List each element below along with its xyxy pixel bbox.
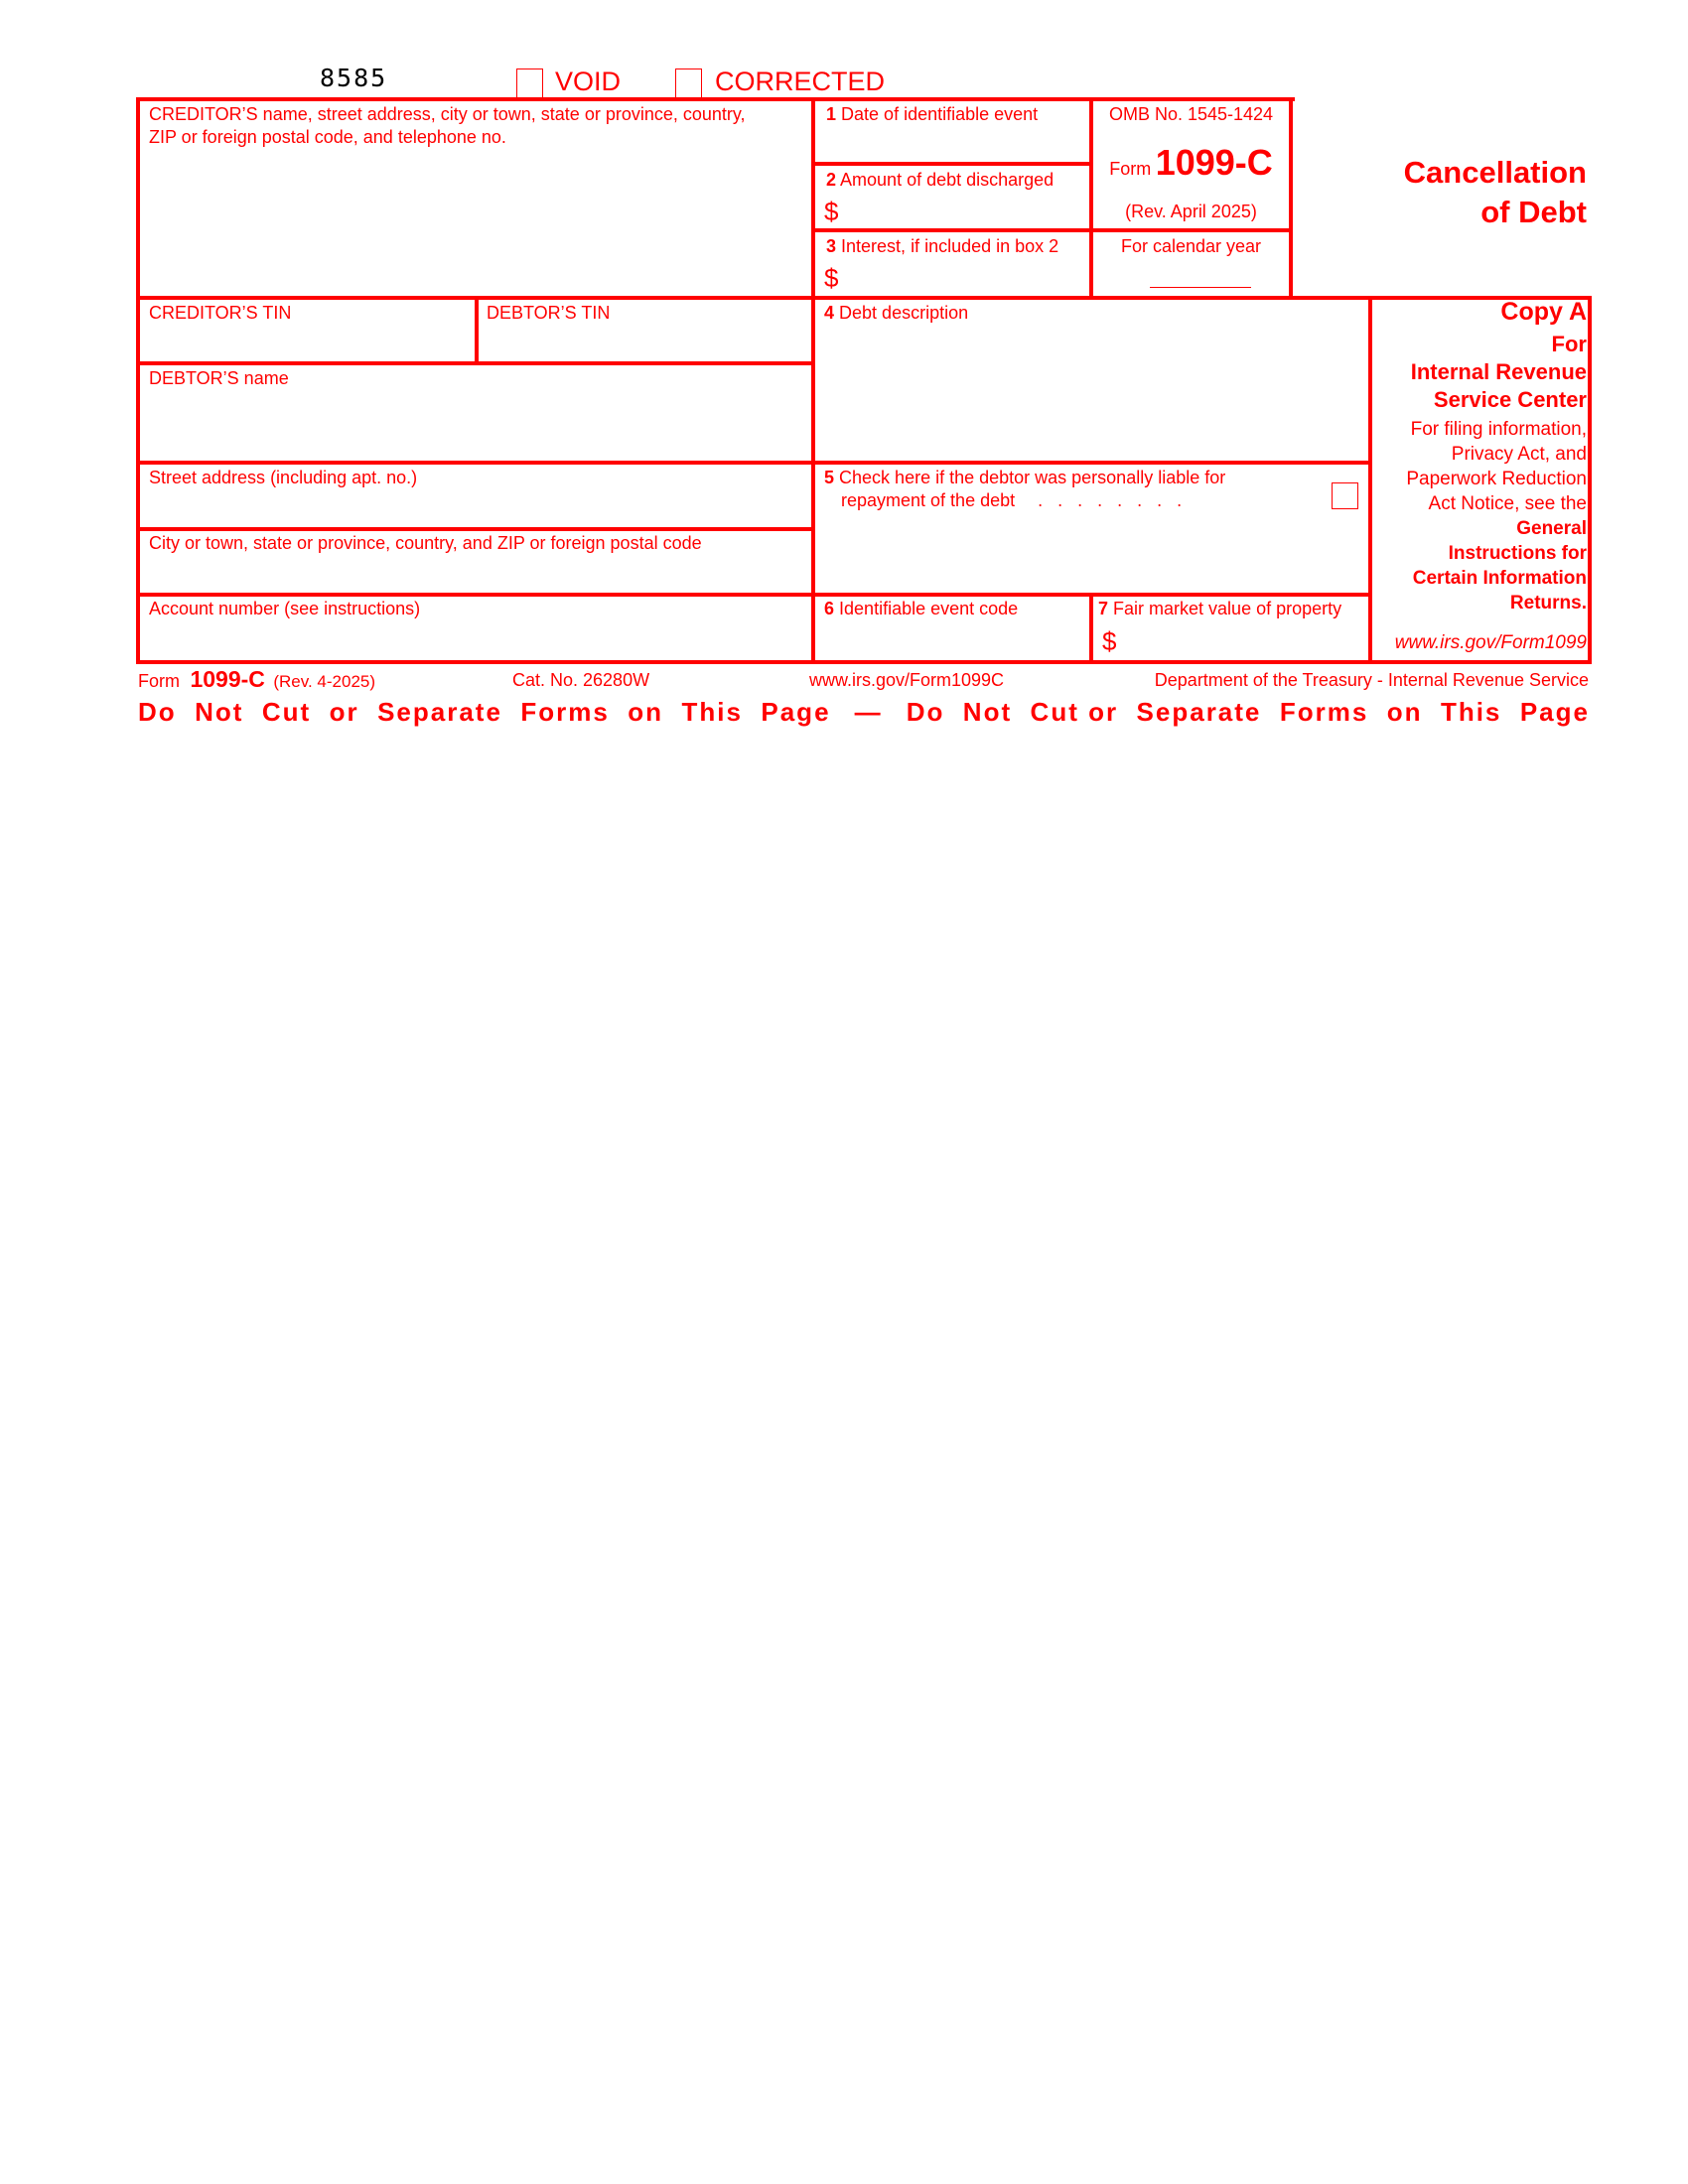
creditor-info-field[interactable] [144, 149, 807, 292]
debtor-name-label: DEBTOR’S name [149, 368, 289, 388]
box1-bottom [811, 162, 1093, 166]
bottom-border [136, 660, 1592, 664]
box5-label-line1: 5 Check here if the debtor was personally liable for [824, 468, 1226, 487]
copy-instructions-line2: Instructions for [1448, 543, 1587, 564]
footer-revision: (Rev. 4-2025) [273, 672, 376, 691]
copy-for: For [1551, 332, 1587, 356]
box2-bottom [811, 228, 1293, 232]
copy-info-line2: Privacy Act, and [1451, 444, 1587, 465]
calendar-year-label: For calendar year [1120, 236, 1262, 256]
box6-label: 6 Identifiable event code [824, 599, 1019, 618]
box7-field[interactable] [1122, 623, 1364, 658]
box5-leader-dots: . . . . . . . . [1038, 490, 1183, 510]
debtor-name-field[interactable] [144, 391, 807, 459]
account-number-field[interactable] [144, 621, 807, 658]
box4-label: 4 Debt description [824, 303, 969, 323]
omb-form-prefix: Form [1109, 159, 1152, 179]
left-border [136, 97, 140, 664]
footer-department: Department of the Treasury - Internal Revenue Service [1154, 670, 1589, 690]
void-checkbox[interactable] [516, 68, 543, 98]
box6-box7-divider [1089, 593, 1093, 664]
copy-panel-url[interactable]: www.irs.gov/Form1099 [1394, 632, 1587, 653]
box2-label: 2 Amount of debt discharged [826, 170, 1055, 190]
omb-number: OMB No. 1545-1424 [1108, 104, 1274, 124]
omb-form-title [1093, 143, 1289, 183]
box5-checkbox[interactable] [1332, 482, 1358, 509]
footer-form-id [138, 666, 375, 696]
copy-info-line4: Act Notice, see the [1428, 493, 1587, 514]
debtor-tin-label: DEBTOR’S TIN [487, 303, 611, 323]
box3-dollar: $ [824, 263, 839, 293]
creditor-tin-field[interactable] [144, 326, 472, 359]
box3-field[interactable] [844, 261, 1085, 294]
copy-destination-line2: Service Center [1433, 387, 1587, 412]
street-bottom [136, 527, 815, 531]
copy-instructions-line3: Certain Information [1412, 568, 1587, 589]
box6-field[interactable] [819, 621, 1085, 658]
box2-dollar: $ [824, 197, 839, 226]
form-code: 8585 [320, 64, 388, 92]
omb-form-number: 1099-C [1155, 142, 1273, 183]
omb-revision: (Rev. April 2025) [1125, 202, 1257, 221]
account-number-label: Account number (see instructions) [149, 599, 421, 618]
copy-info-line1: For filing information, [1410, 419, 1587, 440]
copy-panel [1374, 296, 1587, 615]
street-address-field[interactable] [144, 490, 807, 525]
warning-right: Do Not Cut or Separate Forms on This Page [906, 697, 1590, 727]
debtor-name-bottom [136, 461, 1372, 465]
calendar-year-field[interactable] [1150, 266, 1251, 288]
box7-dollar: $ [1102, 626, 1117, 656]
creditor-info-label: CREDITOR’S name, street address, city or town, state or province, country, [149, 104, 746, 124]
omb-right-border [1289, 97, 1293, 298]
footer-form-number: 1099-C [190, 666, 265, 692]
box4-field[interactable] [819, 326, 1365, 459]
corrected-checkbox[interactable] [675, 68, 702, 98]
top-border [136, 97, 1295, 101]
copy-instructions-line4: Returns. [1509, 593, 1587, 614]
footer-url[interactable]: www.irs.gov/Form1099C [809, 670, 1005, 690]
footer-cat-no: Cat. No. 26280W [512, 670, 650, 690]
box5-label-line2: repayment of the debt . . . . . . . . [841, 490, 1183, 510]
copy-panel-border [1368, 296, 1372, 664]
do-not-cut-warning [138, 696, 1590, 728]
warning-left: Do Not Cut or Separate Forms on This Page [138, 697, 831, 727]
creditor-info-label-line2: ZIP or foreign postal code, and telephone no. [149, 127, 506, 147]
street-address-label: Street address (including apt. no.) [149, 468, 418, 487]
copy-info-line3: Paperwork Reduction [1406, 469, 1587, 489]
col-divider-main [811, 97, 815, 664]
form-title-line1: Cancellation [1403, 155, 1587, 190]
box7-label: 7 Fair market value of property [1098, 599, 1342, 618]
city-label: City or town, state or province, country, and ZIP or foreign postal code [149, 533, 702, 553]
city-field[interactable] [144, 556, 807, 591]
warning-dash: — [854, 697, 883, 727]
box1-field[interactable] [819, 129, 1085, 160]
copy-destination-line1: Internal Revenue [1410, 359, 1587, 384]
footer-form-prefix: Form [138, 671, 180, 691]
tin-row-bottom [136, 361, 815, 365]
corrected-label: CORRECTED [715, 67, 886, 96]
debtor-tin-field[interactable] [483, 326, 808, 359]
right-border [1588, 296, 1592, 664]
col-divider-omb [1089, 97, 1093, 298]
form-title [1311, 153, 1587, 232]
box2-field[interactable] [844, 195, 1085, 226]
copy-label: Copy A [1500, 298, 1587, 326]
void-label: VOID [555, 67, 622, 96]
form-title-line2: of Debt [1480, 195, 1587, 229]
city-bottom [136, 593, 1372, 597]
tin-divider [475, 296, 479, 363]
creditor-tin-label: CREDITOR’S TIN [149, 303, 292, 323]
box1-label: 1 Date of identifiable event [826, 104, 1039, 124]
box3-label: 3 Interest, if included in box 2 [826, 236, 1059, 256]
copy-instructions-line1: General [1516, 518, 1587, 539]
